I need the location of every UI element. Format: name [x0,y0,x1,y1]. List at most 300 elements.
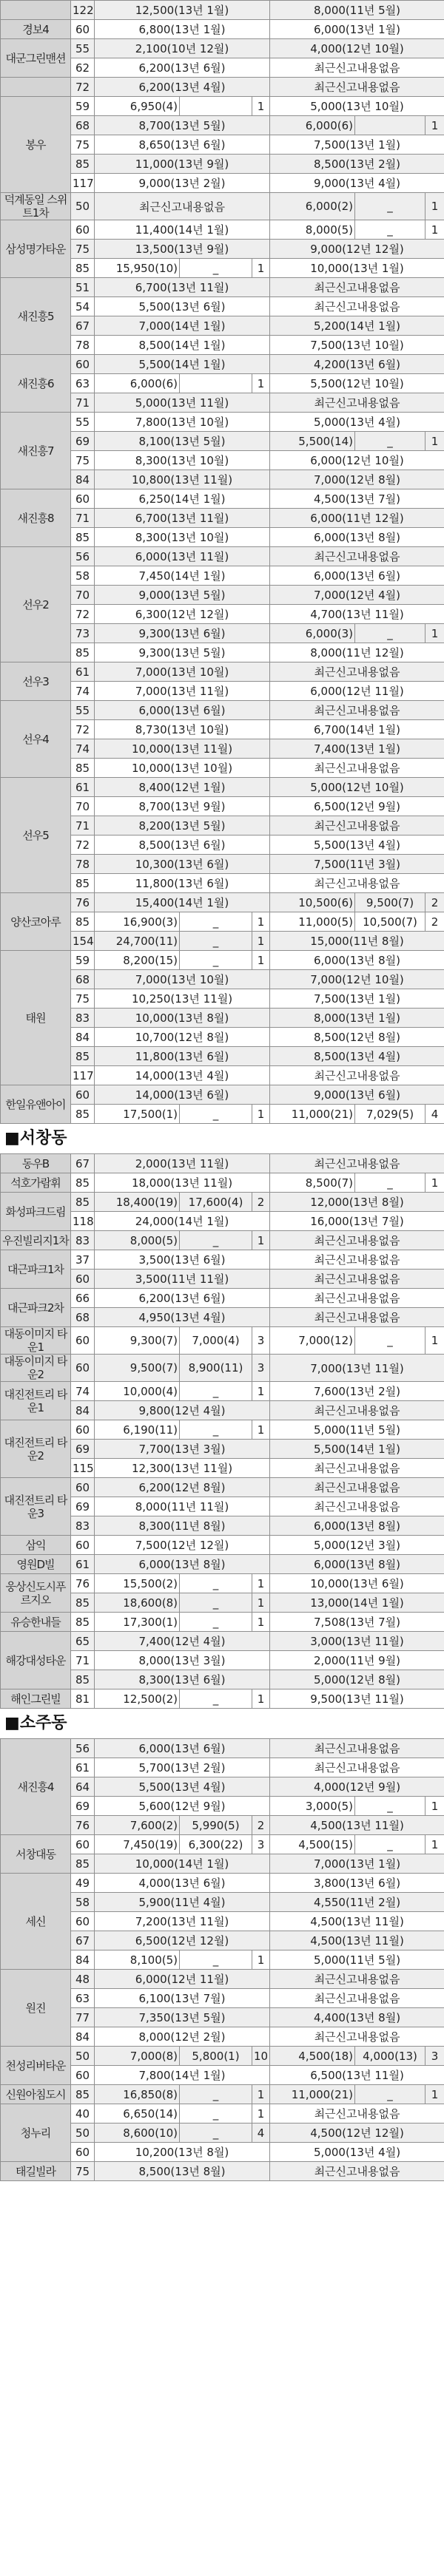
sale-price-low-cell: _ [180,1689,252,1709]
sale-price-cell: 24,000(14년 1월) [95,1212,270,1231]
sale-price-cell: 6,700(13년 11월) [95,278,270,297]
sale-price-cell: 6,200(13년 6월) [95,58,270,78]
sale-price-cell: 10,000(13년 8월) [95,1009,270,1028]
sale-price-cell: 8,400(12년 1월) [95,778,270,797]
sale-price-cell: 11,400(14년 1월) [95,220,270,240]
sale-price-cell: 8,700(13년 5월) [95,116,270,135]
sale-price-cell: 8,500(14년 1월) [95,336,270,355]
sale-price-cell: 8,200(15) [95,951,180,970]
lease-price-cell: 최근신고내용없음 [270,1459,444,1478]
complex-name: 새진흥6 [1,355,71,413]
area-cell: 72 [71,720,95,739]
area-cell: 85 [71,1854,95,1874]
area-cell: 48 [71,1970,95,1989]
area-cell: 58 [71,566,95,586]
area-cell: 83 [71,1516,95,1536]
sale-price-low-cell: _ [180,1420,252,1440]
area-cell: 84 [71,1028,95,1047]
sale-price-cell: 6,300(12년 12월) [95,605,270,624]
lease-count-cell: 1 [426,1797,444,1816]
lease-price-cell: 7,000(12년 10월) [270,970,444,989]
section-title: ■소주동 [0,1709,444,1738]
sale-price-cell: 18,000(13년 11월) [95,1173,270,1193]
lease-price-cell: 5,000(12년 10월) [270,778,444,797]
sale-price-cell: 6,000(13년 6월) [95,701,270,720]
area-cell: 85 [71,1593,95,1613]
sale-price-cell: 6,000(13년 11월) [95,547,270,566]
lease-price-cell: 4,500(13년 11월) [270,1912,444,1931]
sale-price-cell: 8,600(10) [95,2123,180,2143]
lease-price-low-cell: 9,500(7) [355,893,426,912]
area-cell: 60 [71,489,95,509]
sale-count-cell: 1 [252,374,270,393]
sale-count-cell: 1 [252,912,270,932]
sale-price-cell: 13,500(13년 9월) [95,240,270,259]
sale-price-low-cell: 8,900(11) [180,1355,252,1382]
lease-price-cell: 6,000(3) [270,624,355,643]
lease-price-cell: 9,000(13년 4월) [270,174,444,193]
sale-price-cell: 9,300(13년 6월) [95,624,270,643]
area-cell: 70 [71,797,95,816]
lease-price-cell: 9,000(12년 12월) [270,240,444,259]
area-cell: 76 [71,1816,95,1835]
sale-count-cell: 2 [252,1193,270,1212]
sale-price-cell: 6,800(13년 1월) [95,20,270,39]
lease-price-cell: 최근신고내용없음 [270,2104,444,2123]
area-cell: 115 [71,1459,95,1478]
area-cell: 85 [71,1193,95,1212]
area-cell: 77 [71,2008,95,2027]
area-cell: 60 [71,1085,95,1105]
lease-price-cell: 6,500(13년 11월) [270,2066,444,2085]
area-cell: 76 [71,1574,95,1593]
sale-price-cell: 5,000(13년 11월) [95,393,270,413]
area-cell: 76 [71,893,95,912]
sale-price-cell: 8,000(12년 2월) [95,2027,270,2047]
sale-price-cell: 5,900(11년 4월) [95,1893,270,1912]
complex-name: 해인그린빌 [1,1689,71,1709]
lease-price-cell: 7,000(12년 8월) [270,470,444,489]
area-cell: 69 [71,432,95,451]
area-cell: 40 [71,2104,95,2123]
area-cell: 78 [71,336,95,355]
lease-price-cell: 7,508(13년 7월) [270,1613,444,1632]
area-cell: 72 [71,835,95,855]
area-cell: 75 [71,989,95,1009]
table-row [1,1689,444,1709]
sale-price-low-cell: 5,800(1) [180,2047,252,2066]
sale-price-cell: 8,500(13년 6월) [95,835,270,855]
sale-price-cell: 6,000(6) [95,374,180,393]
area-cell: 55 [71,701,95,720]
complex-name [1,1,71,20]
sale-price-cell: 6,000(13년 6월) [95,1739,270,1758]
complex-name: 삼익 [1,1536,71,1555]
complex-name: 새진흥5 [1,278,71,355]
sale-price-cell: 6,100(13년 7월) [95,1989,270,2008]
table-row [1,39,444,58]
area-cell: 83 [71,1231,95,1250]
area-cell: 64 [71,1777,95,1797]
sale-price-low-cell [180,374,252,393]
sale-price-low-cell: _ [180,1105,252,1124]
sale-price-low-cell: _ [180,1593,252,1613]
sale-price-cell: 6,500(12년 12월) [95,1931,270,1950]
area-cell: 60 [71,355,95,374]
table-row [1,1536,444,1555]
lease-price-cell: 최근신고내용없음 [270,1758,444,1777]
area-cell: 67 [71,1931,95,1950]
table-row [1,2104,444,2123]
table-row [1,278,444,297]
area-cell: 122 [71,1,95,20]
area-cell: 60 [71,2066,95,2085]
sale-price-low-cell: _ [180,2104,252,2123]
sale-price-cell: 8,650(13년 6월) [95,135,270,155]
lease-price-cell: 7,000(12년 4월) [270,586,444,605]
sale-count-cell: 1 [252,97,270,116]
lease-count-cell: 2 [426,893,444,912]
area-cell: 154 [71,932,95,951]
lease-price-low-cell: _ [355,1327,426,1355]
area-cell: 84 [71,1950,95,1970]
sale-count-cell: 10 [252,2047,270,2066]
lease-price-cell: 6,000(13년 1월) [270,20,444,39]
complex-name: 화성파크드림 [1,1193,71,1231]
sale-price-cell: 4,950(13년 4월) [95,1308,270,1327]
area-cell: 66 [71,1289,95,1308]
lease-price-cell: 최근신고내용없음 [270,2162,444,2181]
lease-count-cell: 3 [426,2047,444,2066]
complex-name: 원진 [1,1970,71,2047]
lease-price-cell: 8,000(11년 12월) [270,643,444,662]
sale-count-cell: 1 [252,2104,270,2123]
lease-price-cell: 최근신고내용없음 [270,1308,444,1327]
sale-price-cell: 12,300(13년 11월) [95,1459,270,1478]
lease-price-cell: 최근신고내용없음 [270,1250,444,1270]
area-cell: 71 [71,1651,95,1670]
lease-price-cell: 8,000(13년 1월) [270,1009,444,1028]
lease-price-cell: 4,500(13년 7월) [270,489,444,509]
area-cell: 72 [71,605,95,624]
area-cell: 61 [71,1758,95,1777]
sale-count-cell: 1 [252,1689,270,1709]
lease-price-cell: 6,000(13년 8월) [270,528,444,547]
complex-name: 서창대동 [1,1835,71,1874]
lease-price-cell: 5,200(14년 1월) [270,316,444,336]
sale-price-low-cell: _ [180,1382,252,1401]
lease-count-cell: 1 [426,1173,444,1193]
sale-price-cell: 9,800(12년 4월) [95,1401,270,1420]
sale-count-cell: 1 [252,2085,270,2104]
table-row [1,701,444,720]
table-row [1,1085,444,1105]
lease-price-cell: 3,800(13년 6월) [270,1874,444,1893]
area-cell: 62 [71,58,95,78]
lease-price-cell: 최근신고내용없음 [270,1270,444,1289]
lease-price-cell: 최근신고내용없음 [270,58,444,78]
lease-price-cell: 6,000(13년 8월) [270,1555,444,1574]
lease-price-cell: 최근신고내용없음 [270,874,444,893]
table-row [1,2162,444,2181]
sale-price-cell: 8,500(13년 8월) [95,2162,270,2181]
lease-price-cell: 최근신고내용없음 [270,278,444,297]
table-row [1,1250,444,1270]
sale-price-cell: 7,450(19) [95,1835,180,1854]
complex-name: 선우5 [1,778,71,893]
sale-price-cell: 5,600(12년 9월) [95,1797,270,1816]
table-row [1,20,444,39]
lease-price-cell: 8,000(11년 5월) [270,1,444,20]
sale-price-cell: 10,200(13년 8월) [95,2143,270,2162]
sale-count-cell: 1 [252,932,270,951]
lease-price-cell: 15,000(11년 8월) [270,932,444,951]
sale-price-cell: 8,000(13년 3월) [95,1651,270,1670]
complex-name: 선우4 [1,701,71,778]
complex-name: 대진전트리 타운3 [1,1478,71,1536]
area-cell: 60 [71,1835,95,1854]
lease-price-cell: 5,000(12년 8월) [270,1670,444,1689]
sale-price-low-cell: _ [180,912,252,932]
lease-price-cell: 4,500(12년 12월) [270,2123,444,2143]
lease-price-cell: 12,000(13년 8월) [270,1193,444,1212]
sale-price-cell: 8,000(11년 11월) [95,1497,270,1516]
complex-name: 우진빌리지1차 [1,1231,71,1250]
sale-price-cell: 14,000(13년 4월) [95,1066,270,1085]
lease-price-cell: 5,500(14년 1월) [270,1440,444,1459]
area-cell: 50 [71,2123,95,2143]
table-row [1,1555,444,1574]
sale-price-cell: 24,700(11) [95,932,180,951]
sale-price-cell: 5,700(13년 2월) [95,1758,270,1777]
lease-count-cell: 1 [426,220,444,240]
section-title: ■서창동 [0,1124,444,1153]
sale-price-cell: 10,000(14년 1월) [95,1854,270,1874]
table-row [1,662,444,682]
lease-price-cell: 5,000(11년 5월) [270,1950,444,1970]
sale-price-cell: 7,800(14년 1월) [95,2066,270,2085]
sale-price-cell: 7,200(13년 11월) [95,1912,270,1931]
sale-price-cell: 10,000(4) [95,1382,180,1401]
lease-price-low-cell: _ [355,1835,426,1854]
sale-count-cell: 1 [252,259,270,278]
area-cell: 78 [71,855,95,874]
complex-name: 봉우 [1,97,71,193]
lease-price-low-cell: _ [355,1797,426,1816]
sale-count-cell: 1 [252,1950,270,1970]
area-cell: 61 [71,778,95,797]
complex-name: 새진흥7 [1,413,71,489]
area-cell: 117 [71,174,95,193]
sale-price-cell: 6,200(13년 4월) [95,78,270,97]
sale-price-cell: 9,300(13년 5월) [95,643,270,662]
sale-price-low-cell: _ [180,1231,252,1250]
lease-price-cell: 11,000(21) [270,1105,355,1124]
area-cell: 71 [71,393,95,413]
area-cell: 49 [71,1874,95,1893]
sale-price-cell: 7,600(2) [95,1816,180,1835]
lease-price-cell: 4,500(13년 11월) [270,1931,444,1950]
table-row [1,2085,444,2104]
table-row [1,1327,444,1355]
sale-price-cell: 6,200(12년 8월) [95,1478,270,1497]
sale-price-cell: 2,000(13년 11월) [95,1154,270,1173]
sale-price-low-cell: 6,300(22) [180,1835,252,1854]
area-cell: 85 [71,2085,95,2104]
lease-price-cell: 4,200(13년 6월) [270,355,444,374]
area-cell: 55 [71,413,95,432]
complex-name: 경보4 [1,20,71,39]
sale-price-low-cell: _ [180,259,252,278]
sale-count-cell: 4 [252,2123,270,2143]
sale-price-cell: 6,000(12년 11월) [95,1970,270,1989]
lease-price-cell: 10,500(6) [270,893,355,912]
area-cell: 61 [71,662,95,682]
sale-price-cell: 15,400(14년 1월) [95,893,270,912]
sale-price-cell: 15,950(10) [95,259,180,278]
area-cell: 51 [71,278,95,297]
lease-price-cell: 최근신고내용없음 [270,1497,444,1516]
sale-price-cell: 8,100(5) [95,1950,180,1970]
lease-price-cell: 6,000(12년 11월) [270,682,444,701]
table-row [1,1613,444,1632]
sale-price-cell: 6,200(13년 6월) [95,1289,270,1308]
area-cell: 85 [71,1105,95,1124]
lease-price-cell: 6,000(12년 10월) [270,451,444,470]
lease-count-cell: 1 [426,432,444,451]
area-cell: 72 [71,78,95,97]
area-cell: 67 [71,1154,95,1173]
lease-price-cell: 5,000(13년 4월) [270,2143,444,2162]
area-cell: 81 [71,1689,95,1709]
sale-count-cell: 3 [252,1835,270,1854]
table-row [1,893,444,912]
complex-name: 대동이미지 타운2 [1,1355,71,1382]
area-cell: 54 [71,297,95,316]
area-cell: 60 [71,1327,95,1355]
lease-price-cell: 13,000(14년 1월) [270,1593,444,1613]
area-cell: 83 [71,1009,95,1028]
area-cell: 37 [71,1250,95,1270]
lease-price-cell: 10,000(13년 6월) [270,1574,444,1593]
lease-price-cell: 7,400(13년 1월) [270,739,444,759]
lease-price-low-cell: 10,500(7) [355,912,426,932]
area-cell: 73 [71,624,95,643]
lease-price-cell: 16,000(13년 7월) [270,1212,444,1231]
complex-name: 대동이미지 타운1 [1,1327,71,1355]
complex-name: 웅상신도시푸 르지오 [1,1574,71,1613]
lease-price-cell: 7,000(12) [270,1327,355,1355]
lease-price-low-cell: _ [355,220,426,240]
lease-price-cell: 8,000(5) [270,220,355,240]
table-row [1,1289,444,1308]
table-row [1,1382,444,1401]
area-cell: 75 [71,135,95,155]
sale-price-low-cell: _ [180,1574,252,1593]
sale-price-cell: 11,800(13년 6월) [95,1047,270,1066]
area-cell: 74 [71,739,95,759]
sale-price-cell: 10,000(13년 10월) [95,759,270,778]
lease-count-cell: 1 [426,624,444,643]
sale-price-cell: 8,300(13년 10월) [95,451,270,470]
area-cell: 61 [71,1555,95,1574]
lease-price-cell: 3,000(5) [270,1797,355,1816]
area-cell: 69 [71,1440,95,1459]
lease-price-cell: 4,500(18) [270,2047,355,2066]
sale-price-cell: 2,100(10년 12월) [95,39,270,58]
lease-price-low-cell: _ [355,2085,426,2104]
lease-price-cell: 최근신고내용없음 [270,547,444,566]
sale-count-cell: 1 [252,1613,270,1632]
lease-price-cell: 4,400(13년 8월) [270,2008,444,2027]
area-cell: 60 [71,20,95,39]
complex-name: 영원D빌 [1,1555,71,1574]
sale-count-cell: 1 [252,951,270,970]
sale-price-low-cell: 17,600(4) [180,1193,252,1212]
sale-price-low-cell: _ [180,951,252,970]
area-cell: 85 [71,912,95,932]
lease-price-cell: 7,000(13년 11월) [270,1355,444,1382]
price-table [0,1153,444,1709]
table-row [1,97,444,116]
sale-price-cell: 6,250(14년 1월) [95,489,270,509]
complex-name: 대군그린맨션 [1,39,71,78]
sale-price-cell: 7,700(13년 3월) [95,1440,270,1459]
table-row [1,355,444,374]
sale-price-cell: 10,300(13년 6월) [95,855,270,874]
complex-name: 덕계동일 스위트1차 [1,193,71,220]
lease-price-cell: 4,000(12년 9월) [270,1777,444,1797]
sale-price-cell: 8,300(13년 10월) [95,528,270,547]
sale-price-cell: 10,250(13년 11월) [95,989,270,1009]
sale-price-cell: 6,950(4) [95,97,180,116]
lease-price-cell: 4,500(13년 11월) [270,1816,444,1835]
area-cell: 75 [71,240,95,259]
area-cell: 59 [71,951,95,970]
sale-count-cell: 1 [252,1593,270,1613]
sale-price-cell: 7,000(13년 10월) [95,662,270,682]
lease-price-cell: 4,550(11년 2월) [270,1893,444,1912]
lease-count-cell: 1 [426,1327,444,1355]
lease-price-cell: 최근신고내용없음 [270,2027,444,2047]
sale-price-cell: 10,800(13년 11월) [95,470,270,489]
complex-name: 천성리버타운 [1,2047,71,2085]
lease-price-cell: 6,500(12년 9월) [270,797,444,816]
lease-price-cell: 6,000(13년 8월) [270,1516,444,1536]
sale-price-cell: 6,190(11) [95,1420,180,1440]
table-row [1,193,444,220]
sale-price-cell: 8,700(13년 9월) [95,797,270,816]
sale-price-cell: 18,400(19) [95,1193,180,1212]
table-row [1,1970,444,1989]
complex-name: 선우3 [1,662,71,701]
table-row [1,413,444,432]
lease-price-cell: 6,000(11년 12월) [270,509,444,528]
price-table [0,0,444,1124]
complex-name: 세신 [1,1874,71,1970]
lease-price-cell: 6,000(2) [270,193,355,220]
lease-price-low-cell: _ [355,1173,426,1193]
lease-price-cell: 4,000(12년 10월) [270,39,444,58]
area-cell: 60 [71,1355,95,1382]
lease-price-cell: 3,000(13년 11월) [270,1632,444,1651]
lease-price-cell: 11,000(5) [270,912,355,932]
table-row [1,1193,444,1212]
complex-name: 청누리 [1,2104,71,2162]
lease-price-cell: 최근신고내용없음 [270,393,444,413]
lease-price-cell: 8,500(13년 2월) [270,155,444,174]
lease-price-cell: 11,000(21) [270,2085,355,2104]
